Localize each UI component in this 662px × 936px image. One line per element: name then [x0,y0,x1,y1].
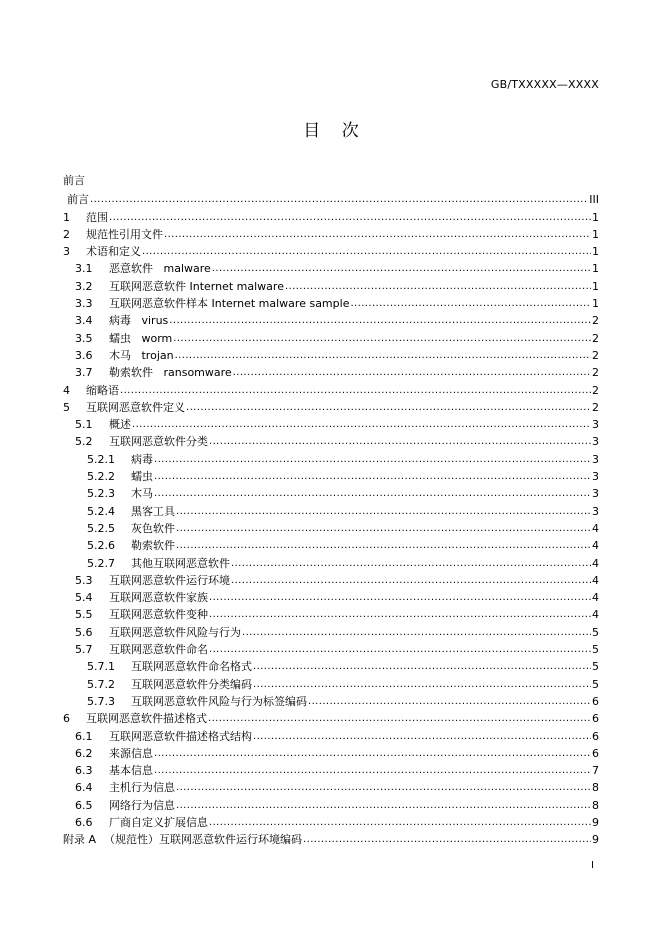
toc-entry-title: 互联网恶意软件分类 [109,435,208,449]
toc-entry[interactable] [63,743,599,760]
toc-entry[interactable] [63,673,599,690]
toc-entry[interactable] [63,362,599,379]
toc-entry[interactable] [63,345,599,362]
toc-entry-title: 前言 [67,193,89,207]
toc-leader-dots [208,711,591,725]
toc-entry-title: 术语和定义 [86,245,141,259]
toc-leader-dots [233,365,591,379]
table-of-contents [63,189,599,846]
toc-leader-dots [154,763,591,777]
toc-entry-page: 5 [592,660,599,674]
toc-entry-title: 病毒 virus [109,314,169,328]
toc-leader-dots [209,590,591,604]
toc-entry-number: 5.7.2 [87,677,115,691]
toc-entry[interactable] [63,466,599,483]
toc-entry[interactable] [63,621,599,638]
toc-entry-page: 3 [592,470,599,484]
toc-entry-number: 3.6 [75,348,93,362]
toc-entry-title: 概述 [109,418,131,432]
toc-entry[interactable] [63,483,599,500]
toc-entry[interactable] [63,639,599,656]
toc-entry-page: 4 [592,591,599,605]
toc-entry-page: 4 [592,539,599,553]
toc-entry-page: 4 [592,573,599,587]
toc-entry-page: 3 [592,418,599,432]
toc-entry-page: 1 [592,245,599,259]
toc-entry-page: 2 [592,383,599,397]
toc-entry[interactable] [63,794,599,811]
toc-leader-dots [164,227,591,241]
toc-entry-title: 勒索软件 [131,539,175,553]
toc-leader-dots [209,642,591,656]
toc-entry-page: 4 [592,608,599,622]
toc-leader-dots [350,296,591,310]
toc-entry[interactable] [63,379,599,396]
toc-entry-number: 6.1 [75,729,93,743]
toc-entry-page: 9 [592,833,599,847]
toc-entry[interactable] [63,275,599,292]
toc-entry-number: 4 [63,383,70,397]
toc-entry-title: （规范性）互联网恶意软件运行环境编码 [104,833,303,847]
toc-entry[interactable] [63,656,599,673]
toc-entry-page: 1 [592,279,599,293]
toc-entry-page: 2 [592,314,599,328]
toc-entry-page: III [589,193,599,207]
toc-entry[interactable] [63,552,599,569]
toc-entry[interactable] [63,431,599,448]
toc-entry-title: 黑客工具 [131,504,175,518]
toc-entry-number: 6.2 [75,746,93,760]
toc-leader-dots [176,538,591,552]
toc-entry-number: 5.7.3 [87,694,115,708]
toc-entry-number: 5.2.7 [87,556,115,570]
toc-entry-page: 2 [592,366,599,380]
toc-entry-number: 5 [63,400,70,414]
toc-entry-title: 木马 [131,487,153,501]
toc-entry[interactable] [63,293,599,310]
toc-entry-number: 3.2 [75,279,93,293]
toc-leader-dots [175,348,591,362]
toc-entry[interactable] [63,535,599,552]
toc-leader-dots [253,677,591,691]
toc-leader-dots [154,746,591,760]
toc-entry-number: 3.3 [75,297,93,311]
toc-entry-number: 5.2.6 [87,539,115,553]
toc-entry-page: 8 [592,781,599,795]
page-number: I [591,860,594,871]
toc-entry-page: 1 [592,297,599,311]
toc-entry-page: 5 [592,677,599,691]
toc-leader-dots [209,607,591,621]
toc-entry-title: 互联网恶意软件 Internet malware [109,279,284,293]
toc-entry-page: 2 [592,348,599,362]
toc-entry-number: 5.7 [75,643,93,657]
toc-entry-page: 6 [592,712,599,726]
toc-entry-page: 2 [592,400,599,414]
toc-entry-number: 5.2.3 [87,487,115,501]
toc-entry[interactable] [63,777,599,794]
toc-entry-title: 其他互联网恶意软件 [131,556,230,570]
toc-entry[interactable] [63,760,599,777]
toc-leader-dots [176,798,591,812]
toc-entry-title: 恶意软件 malware [109,262,211,276]
toc-leader-dots [176,780,591,794]
toc-entry-number: 5.5 [75,608,93,622]
toc-entry-page: 4 [592,521,599,535]
toc-entry[interactable] [63,691,599,708]
toc-entry-number: 3.1 [75,262,93,276]
toc-entry-title: 勒索软件 ransomware [109,366,232,380]
toc-entry-page: 3 [592,504,599,518]
toc-entry[interactable] [63,708,599,725]
toc-entry-number: 5.3 [75,573,93,587]
toc-entry-page: 7 [592,764,599,778]
toc-leader-dots [176,504,591,518]
toc-entry[interactable] [63,604,599,621]
toc-entry[interactable] [63,518,599,535]
toc-leader-dots [176,521,591,535]
toc-entry-title: 木马 trojan [109,348,174,362]
toc-leader-dots [231,556,591,570]
toc-leader-dots [120,383,591,397]
toc-entry-title: 基本信息 [109,764,153,778]
toc-entry-title: 互联网恶意软件分类编码 [131,677,252,691]
toc-entry-page: 5 [592,625,599,639]
toc-entry-number: 6.4 [75,781,93,795]
toc-entry-title: 网络行为信息 [109,798,175,812]
toc-entry[interactable] [63,310,599,327]
toc-entry[interactable] [63,829,599,846]
toc-entry-title: 灰色软件 [131,521,175,535]
toc-entry[interactable] [63,500,599,517]
toc-entry-page: 1 [592,210,599,224]
toc-entry-number: 1 [63,210,70,224]
toc-entry-page: 3 [592,452,599,466]
toc-entry-title: 来源信息 [109,746,153,760]
toc-entry[interactable] [63,414,599,431]
toc-leader-dots [154,452,591,466]
toc-entry-number: 5.2.5 [87,521,115,535]
toc-leader-dots [253,729,591,743]
toc-entry[interactable] [63,587,599,604]
toc-entry-title: 互联网恶意软件风险与行为 [109,625,241,639]
toc-entry-title: 蠕虫 [131,470,153,484]
toc-leader-dots [109,210,591,224]
toc-entry-number: 附录 A [63,833,97,847]
toc-entry-number: 6.5 [75,798,93,812]
toc-entry[interactable] [63,448,599,465]
toc-entry-title: 病毒 [131,452,153,466]
toc-entry-page: 6 [592,729,599,743]
toc-entry-number: 5.2.4 [87,504,115,518]
toc-entry-number: 3.5 [75,331,93,345]
toc-leader-dots [90,192,588,206]
toc-entry-number: 5.7.1 [87,660,115,674]
toc-entry-page: 3 [592,487,599,501]
toc-leader-dots [186,400,591,414]
toc-entry-title: 互联网恶意软件变种 [109,608,208,622]
toc-entry-page: 1 [592,262,599,276]
toc-entry-title: 互联网恶意软件运行环境 [109,573,230,587]
toc-entry-page: 6 [592,746,599,760]
toc-entry-title: 规范性引用文件 [86,227,163,241]
toc-entry-title: 互联网恶意软件命名 [109,643,208,657]
toc-leader-dots [209,434,591,448]
toc-entry[interactable] [63,570,599,587]
toc-entry-number: 5.2.1 [87,452,115,466]
toc-entry-title: 互联网恶意软件定义 [86,400,185,414]
toc-heading: 前言 [63,174,85,187]
toc-entry-number: 6.3 [75,764,93,778]
toc-entry[interactable] [63,206,599,223]
toc-entry-title: 互联网恶意软件风险与行为标签编码 [131,694,307,708]
toc-leader-dots [154,486,591,500]
toc-entry-page: 9 [592,815,599,829]
toc-entry-page: 2 [592,331,599,345]
toc-leader-dots [308,694,591,708]
toc-entry-number: 5.6 [75,625,93,639]
toc-entry-title: 缩略语 [86,383,119,397]
toc-entry[interactable] [63,241,599,258]
toc-entry[interactable] [63,258,599,275]
toc-leader-dots [231,573,591,587]
toc-entry[interactable] [63,189,599,206]
toc-leader-dots [132,417,591,431]
toc-entry-number: 2 [63,227,70,241]
toc-entry-number: 3.4 [75,314,93,328]
toc-entry-number: 5.4 [75,591,93,605]
toc-entry-page: 5 [592,643,599,657]
toc-entry-number: 3 [63,245,70,259]
toc-leader-dots [154,469,591,483]
toc-entry[interactable] [63,224,599,241]
toc-leader-dots [209,815,591,829]
toc-entry-page: 8 [592,798,599,812]
toc-entry-title: 厂商自定义扩展信息 [109,815,208,829]
toc-leader-dots [242,625,591,639]
toc-entry-title: 主机行为信息 [109,781,175,795]
toc-entry[interactable] [63,397,599,414]
toc-entry-page: 3 [592,435,599,449]
toc-entry-number: 5.2 [75,435,93,449]
toc-leader-dots [173,331,591,345]
toc-entry-page: 6 [592,694,599,708]
toc-leader-dots [169,313,591,327]
toc-entry-title: 互联网恶意软件命名格式 [131,660,252,674]
toc-leader-dots [142,244,591,258]
document-code: GB/TXXXXX—XXXX [490,78,599,91]
toc-entry-number: 6 [63,712,70,726]
toc-entry[interactable] [63,812,599,829]
toc-entry-number: 5.2.2 [87,470,115,484]
toc-entry-page: 4 [592,556,599,570]
toc-entry[interactable] [63,327,599,344]
toc-entry-number: 3.7 [75,366,93,380]
toc-leader-dots [253,659,591,673]
toc-entry-page: 1 [592,227,599,241]
toc-entry-title: 互联网恶意软件家族 [109,591,208,605]
toc-entry-title: 互联网恶意软件描述格式结构 [109,729,252,743]
toc-entry-number: 5.1 [75,418,93,432]
toc-entry-title: 蠕虫 worm [109,331,173,345]
toc-entry-number: 6.6 [75,815,93,829]
toc-entry-title: 互联网恶意软件描述格式 [86,712,207,726]
toc-leader-dots [285,279,591,293]
toc-leader-dots [212,261,591,275]
toc-entry-title: 互联网恶意软件样本 Internet malware sample [109,297,350,311]
toc-entry[interactable] [63,725,599,742]
toc-title: 目 次 [303,121,367,141]
toc-leader-dots [303,832,591,846]
toc-entry-title: 范围 [86,210,108,224]
